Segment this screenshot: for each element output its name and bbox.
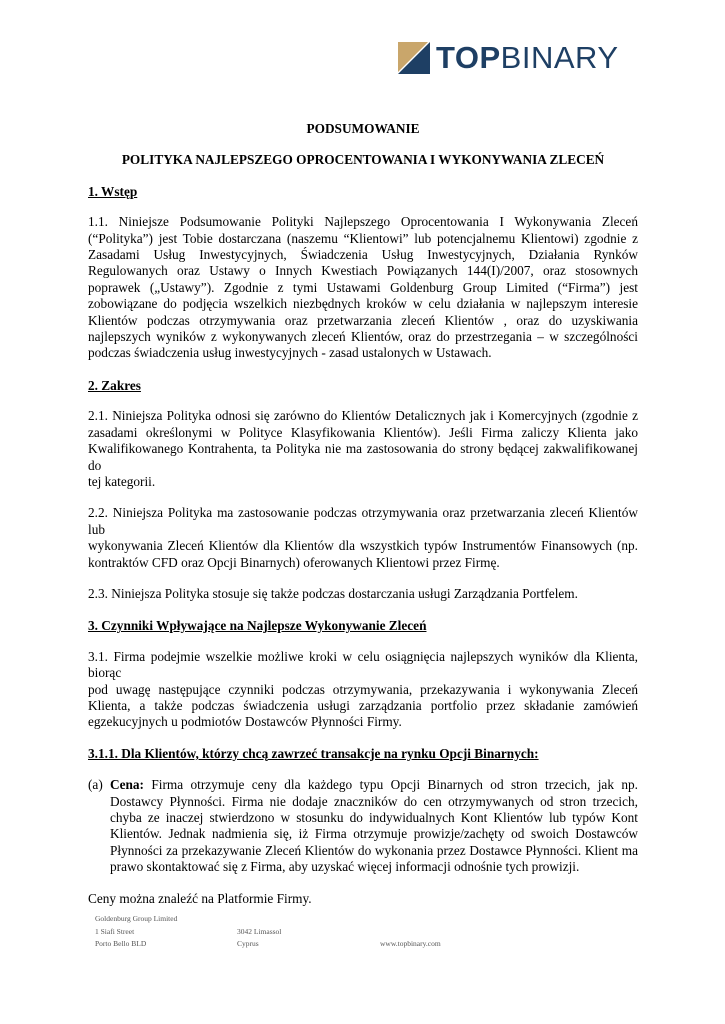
list-item-label: (a) — [88, 777, 103, 793]
document-body — [88, 121, 638, 907]
logo-binary-text: BINARY — [500, 40, 619, 75]
logo-top-text: TOP — [436, 40, 501, 75]
list-item-a — [88, 777, 638, 875]
section-3-heading: 3. Czynniki Wpływające na Najlepsze Wykonywanie Zleceń — [88, 618, 427, 634]
footer-postal: 3042 Limassol — [237, 926, 282, 936]
section-3-1-paragraph: 3.1. Firma podejmie wszelkie możliwe kroki w celu osiągnięcia najlepszych wyników dla Klienta, biorąc — [88, 648, 638, 681]
section-2-3-paragraph: 2.3. Niniejsza Polityka stosuje się także podczas dostarczania usługi Zarządzania Portfelem. — [88, 585, 578, 601]
logo-mark-icon — [398, 42, 430, 74]
topbinary-logo — [398, 40, 638, 76]
section-2-2-paragraph: 2.2. Niniejsza Polityka ma zastosowanie podczas otrzymywania oraz przetwarzania zleceń Klientów lub — [88, 505, 638, 537]
list-item-text: Firma otrzymuje ceny dla każdego typu Opcji Binarnych od stron trzecich, jak np. Dostawcy Płynności. Firma nie dodaje znaczników do cen otrzymywanych od stron trzecich, chyba ze inaczej stwierdzono w stosunku do indywidualnych Kont Klientów lub typów Kont Klientów. Jednak nadmienia się, iż Firma otrzymuje prowizje/zachęty od swoich Dostawców Płynności za przekazywanie Zleceń Klientów do wykonania przez Dostawce Płynności. Klient ma prawo skontaktować się z Firma, aby uzyskać więcej informacji odnośnie tych prowizji. — [110, 777, 638, 875]
footer-street: 1 Siafi Street — [95, 926, 135, 936]
list-item-body — [110, 777, 638, 875]
section-3-1-continuation: pod uwagę następujące czynniki podczas otrzymywania, przekazywania i wykonywania Zleceń Klienta, a także podczas świadczenia usługi zarządzania portfolio przez składanie zamówień egzekucyjnych u podmiotów Dostawców Płynności Firmy. — [88, 681, 638, 730]
footer-company: Goldenburg Group Limited — [95, 914, 178, 923]
section-2-1-continuation: tej kategorii. — [88, 473, 156, 489]
page-footer — [95, 913, 495, 953]
section-2-1-paragraph: 2.1. Niniejsza Polityka odnosi się zarówno do Klientów Detalicznych jak i Komercyjnych (zgodnie z zasadami określonymi w Polityce Klasyfikowania Klientów). Jeśli Firma zaliczy Klienta jako Kwalifikowanego Kontrahenta, ta Polityka nie ma zastosowania do strony będącej zakwalifikowanej do — [88, 408, 638, 473]
footer-country: Cyprus — [237, 939, 259, 948]
closing-paragraph: Ceny można znaleźć na Platformie Firmy. — [88, 890, 312, 906]
footer-website[interactable]: www.topbinary.com — [380, 939, 441, 948]
section-1-paragraph: 1.1. Niniejsze Podsumowanie Polityki Najlepszego Oprocentowania I Wykonywania Zleceń (“Polityka”) jest Tobie dostarczana (naszemu “Klientowi” lub potencjalnemu Klientowi) zgodnie z Zasadami Usług Inwestycyjnych, Świadczenia Usług Inwestycyjnych, Działania Rynków Regulowanych oraz Ustawy o Innych Kwestiach Powiązanych 144(I)/2007, oraz stosownych poprawek („Ustawy”). Zgodnie z tymi Ustawami Goldenburg Group Limited (“Firma”) jest zobowiązane do podjęcia wszelkich niezbędnych kroków w celu działania w najlepszym interesie Klientów podczas otrzymywania oraz przetwarzania zleceń Klientów , oraz do uzyskiwania najlepszych wyników z wykonywanych zleceń Klientów, oraz do przestrzegania – w szczególności podczas świadczenia usług inwestycyjnych - zasad ustalonych w Ustawach. — [88, 214, 638, 361]
section-3-1-1-heading: 3.1.1. Dla Klientów, którzy chcą zawrzeć transakcje na rynku Opcji Binarnych: — [88, 745, 539, 761]
footer-city-column — [237, 926, 281, 951]
section-1-heading: 1. Wstęp — [88, 183, 138, 199]
footer-building: Porto Bello BLD — [95, 939, 147, 948]
logo-wordmark — [436, 40, 619, 76]
document-title: PODSUMOWANIE — [306, 121, 420, 136]
footer-address-column — [95, 913, 177, 951]
section-2-heading: 2. Zakres — [88, 377, 141, 393]
document-subtitle: POLITYKA NAJLEPSZEGO OPROCENTOWANIA I WYKONYWANIA ZLECEŃ — [121, 152, 605, 168]
section-2-2-continuation: wykonywania Zleceń Klientów dla Klientów dla wszystkich typów Instrumentów Finansowych (np. kontraktów CFD oraz Opcji Binarnych) oferowanych Klientowi przez Firmę. — [88, 538, 638, 570]
list-item-term: Cena: — [110, 777, 144, 793]
